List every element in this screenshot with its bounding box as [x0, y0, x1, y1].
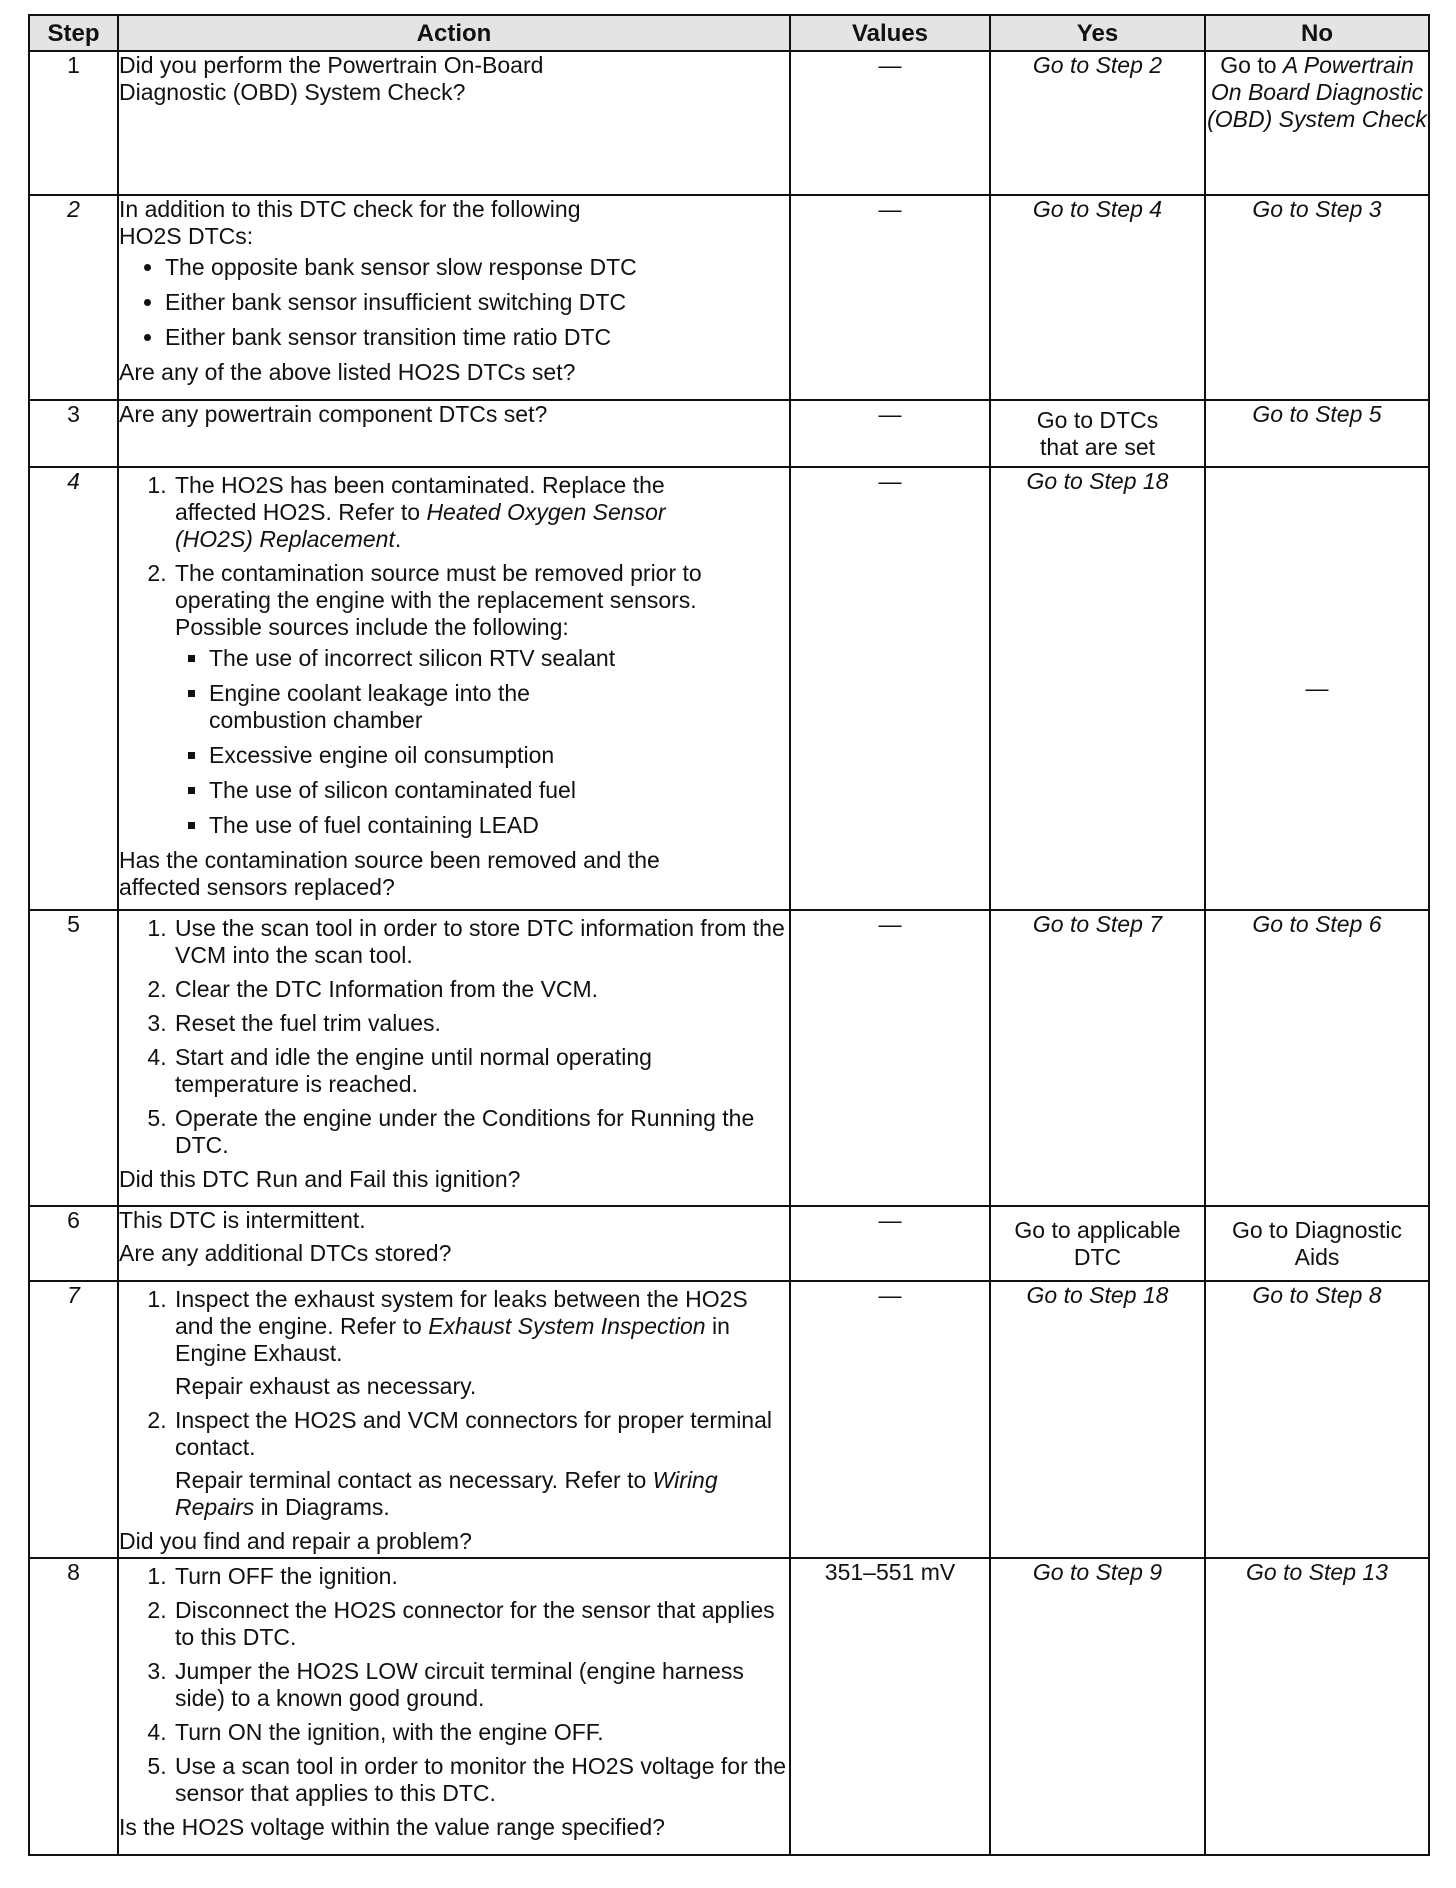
action-cell: [118, 400, 790, 467]
step-number: 3: [29, 400, 118, 467]
action-question: Did you find and repair a problem?: [119, 1528, 472, 1554]
action-intro: In addition to this DTC check for the following HO2S DTCs:: [119, 196, 581, 249]
no-cell: —: [1205, 467, 1429, 910]
bullet-list: [119, 254, 789, 351]
item-text: in Engine Exhaust.: [175, 1313, 730, 1366]
table-row: [29, 910, 1429, 1206]
list-item: 4. Turn ON the ignition, with the engine OFF.: [173, 1719, 789, 1746]
list-item: 1. Turn OFF the ignition.: [173, 1563, 789, 1590]
no-cell: Go to Diagnostic Aids: [1205, 1206, 1429, 1281]
list-item: 5. Use a scan tool in order to monitor the HO2S voltage for the sensor that applies to this DTC.: [173, 1753, 789, 1807]
item-text: Inspect the HO2S and VCM connectors for proper terminal contact.: [175, 1407, 773, 1460]
values-cell: —: [790, 1206, 990, 1281]
step-number: 5: [29, 910, 118, 1206]
yes-cell: Go to applicable DTC: [990, 1206, 1205, 1281]
action-question: Are any of the above listed HO2S DTCs set?: [119, 359, 576, 385]
values-cell: —: [790, 1281, 990, 1558]
list-item: ▪ The use of silicon contaminated fuel: [209, 777, 789, 804]
list-item: 3. Jumper the HO2S LOW circuit terminal (engine harness side) to a known good ground.: [173, 1658, 789, 1712]
list-item: ▪ The use of fuel containing LEAD: [209, 812, 789, 839]
list-item: [173, 1407, 789, 1521]
diagnostic-table: [28, 14, 1430, 1856]
table-row: [29, 1558, 1429, 1855]
item-text: in Diagrams.: [254, 1494, 390, 1520]
table-row: [29, 195, 1429, 400]
action-cell: [118, 1206, 790, 1281]
list-item: ▪ The use of incorrect silicon RTV sealant: [209, 645, 789, 672]
no-cell: Go to Step 3: [1205, 195, 1429, 400]
action-cell: [118, 910, 790, 1206]
step-number: 6: [29, 1206, 118, 1281]
header-row: [29, 15, 1429, 51]
table-row: [29, 400, 1429, 467]
header-yes: Yes: [990, 15, 1205, 51]
list-item: • Either bank sensor transition time ratio DTC: [165, 324, 789, 351]
numbered-list: [119, 1286, 789, 1521]
values-cell: —: [790, 910, 990, 1206]
yes-cell: Go to Step 2: [990, 51, 1205, 195]
yes-cell: Go to Step 18: [990, 1281, 1205, 1558]
action-cell: [118, 51, 790, 195]
list-item: 2. Clear the DTC Information from the VCM.: [173, 976, 789, 1003]
list-item: [173, 472, 735, 553]
yes-cell: Go to Step 4: [990, 195, 1205, 400]
action-cell: [118, 195, 790, 400]
numbered-list: [119, 472, 789, 839]
item-note: Repair exhaust as necessary.: [175, 1373, 477, 1399]
list-item: [173, 1286, 789, 1400]
header-action: Action: [118, 15, 790, 51]
action-question: Has the contamination source been removed and the affected sensors replaced?: [119, 847, 660, 900]
table-row: [29, 51, 1429, 195]
no-cell: Go to Step 6: [1205, 910, 1429, 1206]
values-cell: —: [790, 51, 990, 195]
reference-text: Wiring Repairs: [175, 1467, 718, 1520]
no-cell: [1205, 51, 1429, 195]
sub-list: [175, 645, 789, 839]
reference-text: Heated Oxygen Sensor (HO2S) Replacement: [175, 499, 666, 552]
action-intro: This DTC is intermittent.: [119, 1207, 366, 1233]
item-text: .: [394, 526, 402, 552]
step-number: 4: [29, 467, 118, 910]
reference-text: Exhaust System Inspection: [428, 1313, 706, 1339]
yes-cell: Go to DTCs that are set: [990, 400, 1205, 467]
table-row: [29, 1281, 1429, 1558]
item-note: [175, 1467, 789, 1521]
list-item: 5. Operate the engine under the Conditions for Running the DTC.: [173, 1105, 789, 1159]
numbered-list: [119, 1563, 789, 1807]
step-number: 2: [29, 195, 118, 400]
action-question: Is the HO2S voltage within the value range specified?: [119, 1814, 665, 1840]
action-question: Did this DTC Run and Fail this ignition?: [119, 1166, 521, 1192]
list-item: ▪ Engine coolant leakage into the combustion chamber: [209, 680, 649, 734]
item-text: The HO2S has been contaminated. Replace the affected HO2S. Refer to: [175, 472, 665, 525]
no-cell: Go to Step 8: [1205, 1281, 1429, 1558]
list-item: ▪ Excessive engine oil consumption: [209, 742, 789, 769]
action-cell: [118, 467, 790, 910]
list-item: 4. Start and idle the engine until normal operating temperature is reached.: [173, 1044, 705, 1098]
action-cell: [118, 1558, 790, 1855]
list-item: 1. Use the scan tool in order to store DTC information from the VCM into the scan tool.: [173, 915, 789, 969]
header-values: Values: [790, 15, 990, 51]
no-prefix: Go to: [1220, 52, 1283, 78]
values-cell: —: [790, 195, 990, 400]
step-number: 7: [29, 1281, 118, 1558]
action-question: Did you perform the Powertrain On-Board Diagnostic (OBD) System Check?: [119, 52, 544, 105]
yes-cell: Go to Step 7: [990, 910, 1205, 1206]
item-text: Repair terminal contact as necessary. Refer to: [175, 1467, 653, 1493]
item-text: Inspect the exhaust system for leaks between the HO2S and the engine. Refer to: [175, 1286, 748, 1339]
values-cell: 351–551 mV: [790, 1558, 990, 1855]
header-no: No: [1205, 15, 1429, 51]
no-link: A Powertrain On Board Diagnostic (OBD) System Check: [1207, 52, 1427, 132]
values-cell: —: [790, 400, 990, 467]
list-item: [173, 560, 789, 839]
header-step: Step: [29, 15, 118, 51]
values-cell: —: [790, 467, 990, 910]
no-cell: Go to Step 13: [1205, 1558, 1429, 1855]
no-cell: Go to Step 5: [1205, 400, 1429, 467]
action-question: Are any powertrain component DTCs set?: [119, 401, 548, 427]
step-number: 1: [29, 51, 118, 195]
step-number: 8: [29, 1558, 118, 1855]
yes-cell: Go to Step 18: [990, 467, 1205, 910]
item-text: The contamination source must be removed prior to operating the engine with the replacement sensors. Possible sources include the following:: [175, 560, 702, 640]
action-question: Are any additional DTCs stored?: [119, 1240, 452, 1266]
numbered-list: [119, 915, 789, 1159]
list-item: • The opposite bank sensor slow response DTC: [165, 254, 789, 281]
list-item: 2. Disconnect the HO2S connector for the sensor that applies to this DTC.: [173, 1597, 789, 1651]
yes-cell: Go to Step 9: [990, 1558, 1205, 1855]
action-cell: [118, 1281, 790, 1558]
list-item: • Either bank sensor insufficient switching DTC: [165, 289, 789, 316]
list-item: 3. Reset the fuel trim values.: [173, 1010, 789, 1037]
table-row: [29, 467, 1429, 910]
table-row: [29, 1206, 1429, 1281]
